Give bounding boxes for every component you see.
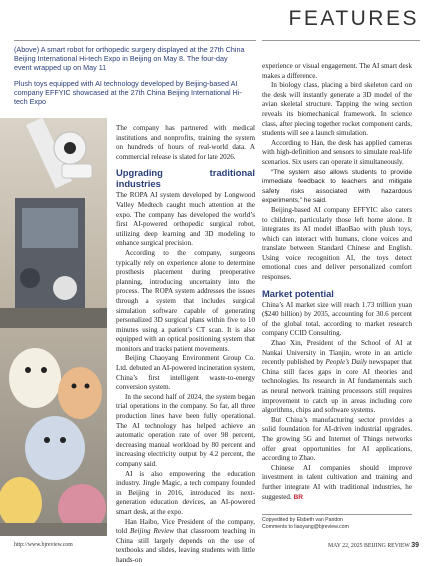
article-column-1: [116, 124, 255, 566]
quote-paragraph: “The system also allows students to provide immediate feedback to teachers and mitigate safety risks associated with hazardous experiments,” he said.: [262, 168, 412, 205]
page-number: 39: [411, 542, 419, 549]
paragraph: In the second half of 2024, the system began trial operations in the company. So far, all three production lines have been fully operational. The AI technology has helped achieve an automatic operation rate of over 98 percent, decreasing manual workload by 80 percent and increasing electricity output by 4.2 percent, the company said.: [116, 392, 255, 468]
paragraph: In biology class, placing a bird skeleton card on the desk will instantly generate a 3D model of the avian skeletal structure. Tapping the wing section reveals its biomechanical framework. In science class, after piecing together rocket component cards, students will see a launch simulation.: [262, 81, 412, 138]
divider: [262, 40, 420, 41]
end-mark: BR: [293, 493, 304, 501]
paragraph: experience or visual engagement. The AI smart desk makes a difference.: [262, 62, 412, 80]
caption-plush-toys: Plush toys equipped with AI technology developed by Beijing-based AI company EFFYIC showcased at the 27th China Beijing International Hi-tech Expo: [14, 78, 242, 107]
paragraph: China’s AI market size will reach 1.73 trillion yuan ($240 billion) by 2035, accounting for 30.6 percent of the global total, according to market research company CCID Consulting.: [262, 300, 412, 338]
paragraph: Beijing-based AI company EFFYIC also caters to children, particularly those left home alone. It integrates its AI model iBaoBao with plush toys, which can interact with humans, clone voices and translate between Standard Chinese and English. Using voice recognition AI, the toys detect emotional cues and deliver personalized comfort responses.: [262, 205, 412, 282]
publication-name: People’s Daily: [325, 358, 368, 367]
paragraph: [262, 464, 412, 502]
text-run: Han Haibo, Vice President of the company, told: [116, 517, 255, 536]
issue-date: MAY 22, 2025 BEIJING REVIEW: [328, 543, 410, 549]
text-run: that classroom teaching in China still largely depends on the use of textbooks and slides, leaving students with little hands-on: [116, 527, 255, 564]
paragraph: AI is also empowering the education industry. Jingle Magic, a tech company founded in Beijing in 2016, introduced its next-generation education devices, an AI-powered smart desk, at the expo.: [116, 469, 255, 516]
comments-line: Comments to liaoyang@bjreview.com: [262, 523, 349, 530]
editor-credit: [262, 514, 412, 530]
footer-url: http://www.bjreview.com: [14, 542, 73, 548]
paragraph: According to Han, the desk has applied cameras with high-definition and sensors to simulate real-life scenarios. Six users can operate it simultaneously.: [262, 138, 412, 166]
subheading: Market potential: [262, 287, 334, 299]
copyeditor-line: Copyedited by Elsbeth van Paridon: [262, 517, 344, 523]
paragraph: According to the company, surgeons typically rely on experience alone to determine prosthesis placement during preoperative planning, introducing uncertainty into the process. The ROPA system addresses the issues through a system that includes surgical simulation software capable of generating personalized 3D surgical plans within five to 10 minutes using a patient’s CT scan. It is also equipped with an optical positioning system that monitors and tracks patient movements.: [116, 248, 255, 353]
paragraph: [116, 518, 255, 566]
plush-toys-photo: [0, 118, 107, 536]
paragraph: But China’s manufacturing sector provides a solid foundation for AI-driven industrial upgrades. The growing 5G and Internet of Things networks offer great opportunities for AI applications, according to Zhao.: [262, 415, 412, 463]
paragraph: The company has partnered with medical institutions and nonprofits, training the system on hundreds of hours of real-world data. A commercial release is slated for late 2026.: [116, 124, 255, 161]
paragraph: The ROPA AI system developed by Longwood Valley Medtech caught much attention at the expo. The company has developed the world’s first AI-powered orthopedic surgical robot, utilizing deep learning and 3D modeling to enhance surgical precision.: [116, 191, 255, 248]
text-run: Zhao Xin, President of the School of AI at Nankai University in Tianjin, wrote in an article recently published by: [262, 339, 412, 367]
text-run: newspaper that China still faces gaps in core AI theories and technologies. Its research in AI fundamentals such as neural network training processors still requires improvement to catch up in areas including core algorithms, chips and software systems.: [262, 358, 412, 415]
article-column-2: [262, 62, 412, 502]
publication-name: Beijing Review: [130, 527, 175, 536]
footer-issue: [328, 542, 419, 549]
text-run: Chinese AI companies should improve investment in talent cultivation and training and further integrate AI with traditional industries, he suggested.: [262, 463, 412, 501]
paragraph: [262, 339, 412, 416]
photo-captions: [14, 45, 246, 112]
caption-robot: (Above) A smart robot for orthopedic surgery displayed at the 27th China Beijing International Hi-tech Expo in Beijing on May 8. The four-day event wrapped up on May 11: [14, 45, 245, 73]
divider: [14, 40, 256, 41]
paragraph: Beijing Chaoyang Environment Group Co. Ltd. debuted an AI-powered incineration system, China’s first intelligent waste-to-energy conversion system.: [116, 354, 255, 392]
section-title: FEATURES: [288, 7, 419, 30]
subheading: Upgrading traditional industries: [116, 167, 255, 190]
